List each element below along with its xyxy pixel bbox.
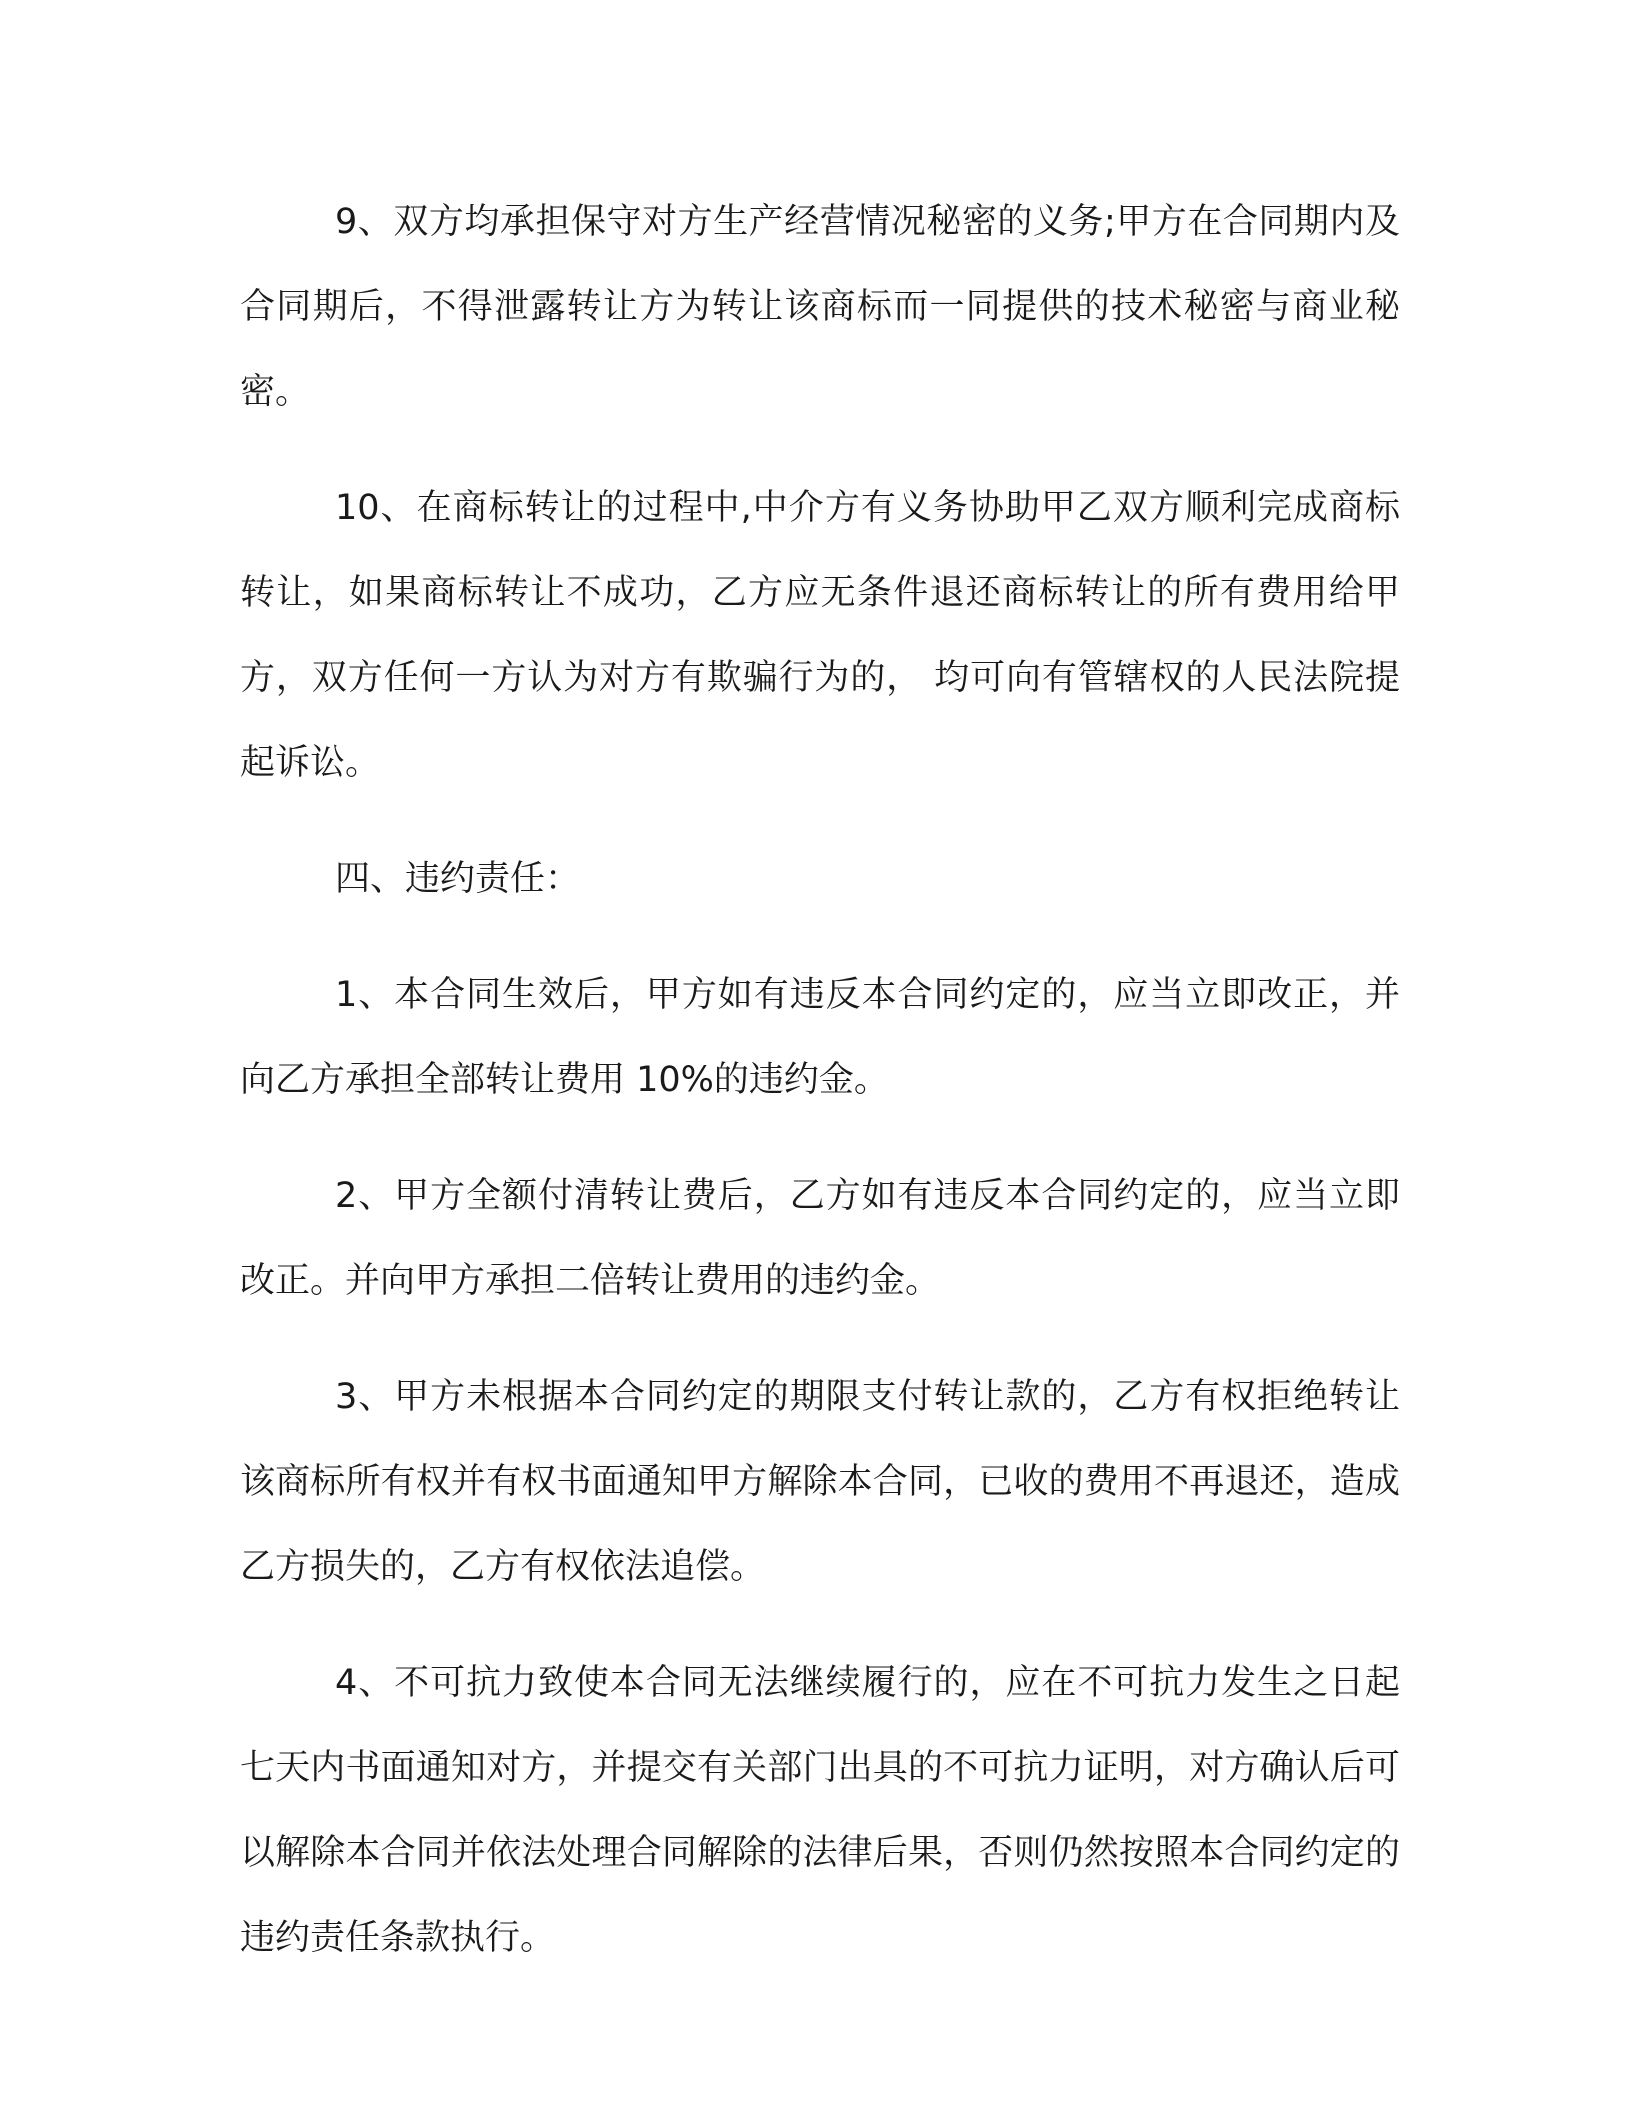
liability-clause-4: 4、不可抗力致使本合同无法继续履行的，应在不可抗力发生之日起七天内书面通知对方，并提交有关部门出具的不可抗力证明，对方确认后可以解除本合同并依法处理合同解除的法律后果，否则仍然按照本合同约定的违约责任条款执行。 — [240, 1663, 1400, 1958]
section-heading-liability: 四、违约责任： — [335, 859, 581, 899]
liability-clause-3: 3、甲方未根据本合同约定的期限支付转让款的，乙方有权拒绝转让该商标所有权并有权书面通知甲方解除本合同，已收的费用不再退还，造成乙方损失的，乙方有权依法追偿。 — [240, 1377, 1400, 1587]
liability-clause-1: 1、本合同生效后，甲方如有违反本合同约定的，应当立即改正，并向乙方承担全部转让费用 10%的违约金。 — [240, 975, 1400, 1100]
liability-clause-2: 2、甲方全额付清转让费后，乙方如有违反本合同约定的，应当立即改正。并向甲方承担二倍转让费用的违约金。 — [240, 1176, 1400, 1301]
clause-10-paragraph: 10、在商标转让的过程中,中介方有义务协助甲乙双方顺利完成商标转让，如果商标转让不成功，乙方应无条件退还商标转让的所有费用给甲方，双方任何一方认为对方有欺骗行为的， 均可向有管辖权的人民法院提起诉讼。 — [240, 488, 1400, 783]
document-body — [240, 180, 1400, 2012]
clause-9-paragraph: 9、双方均承担保守对方生产经营情况秘密的义务;甲方在合同期内及合同期后，不得泄露转让方为转让该商标而一同提供的技术秘密与商业秘密。 — [240, 202, 1400, 412]
